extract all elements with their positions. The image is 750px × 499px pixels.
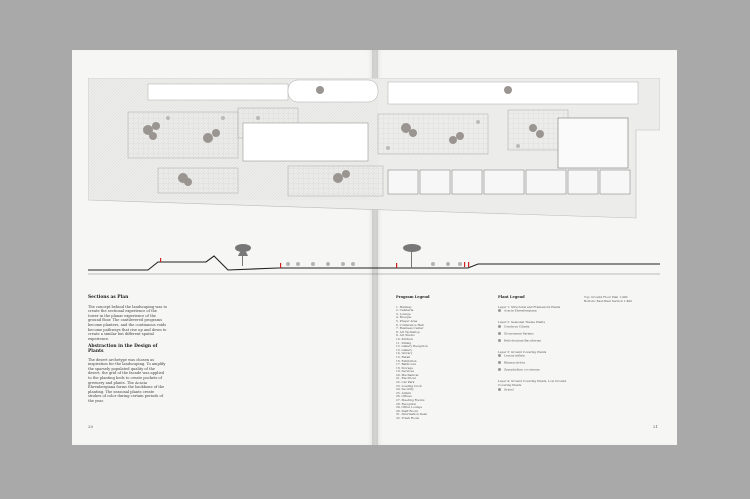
- program-list: [396, 306, 476, 421]
- left-text-column: [88, 296, 168, 403]
- program-item: 16. Exhibition: [396, 358, 417, 363]
- ground-floor-plan: [88, 78, 660, 226]
- plant-layer-title: Layer 2: Seasonal Theme Plants: [498, 320, 546, 325]
- plant-legend-item: [498, 388, 578, 395]
- program-item: 28. Reception: [396, 401, 417, 406]
- plant-symbol-icon: [498, 339, 501, 342]
- program-item: 13. Gallery: [396, 347, 413, 352]
- plant-symbol-icon: [498, 354, 501, 357]
- program-item: 26. Offices: [396, 394, 412, 399]
- plant-legend-label: Gravel: [504, 387, 514, 392]
- program-item: 5. Prayer Area: [396, 318, 418, 323]
- program-item: 18. Storage: [396, 365, 414, 370]
- east-west-section: [88, 236, 660, 286]
- program-item: 8. Art Workshop: [396, 329, 420, 334]
- program-item: 3. Lounge: [396, 311, 411, 316]
- program-item: 15. Retail: [396, 354, 411, 359]
- program-item: 24. Security: [396, 387, 414, 392]
- plant-layer-title: Layer 3: Ground Covering Plants: [498, 349, 547, 354]
- program-item: 9. Art Studio: [396, 333, 415, 338]
- program-item: 11. Dining: [396, 340, 412, 345]
- plant-layers: [498, 306, 578, 400]
- program-item: 27. Meeting Rooms: [396, 398, 425, 403]
- plant-legend-label: Rhazya stricta: [504, 360, 526, 365]
- program-item: 20. Mechanical: [396, 372, 419, 377]
- plan-drawing: [88, 78, 660, 226]
- plant-legend-label: Leucas inflata: [504, 353, 525, 358]
- left-page-number: 20: [88, 424, 94, 429]
- plant-symbol-icon: [498, 325, 501, 328]
- plant-layer-title: Layer 4: Ground Covering Plants, Low Ground Covering Plants: [498, 379, 567, 387]
- program-item: 32. Trash Room: [396, 416, 420, 420]
- plant-symbol-icon: [498, 388, 501, 391]
- program-item: 17. Bathroom: [396, 362, 416, 367]
- plant-symbol-icon: [498, 361, 501, 364]
- plant-legend-label: Cenchrus Ciliaris: [504, 324, 530, 329]
- program-item: 6. Conference Hall: [396, 322, 424, 327]
- program-item: 14. Library: [396, 351, 413, 356]
- section-drawing: [88, 236, 660, 286]
- program-item: 30. Staff Room: [396, 408, 418, 413]
- program-legend-title: Program Legend: [396, 295, 430, 299]
- plant-symbol-icon: [498, 368, 501, 371]
- heading-sections-as-plan: Sections as Plan: [88, 295, 129, 300]
- paragraph-sections-as-plan: The concept behind the landscaping was to create the sectional experience of the tower in the planar experience of the ground floor. The cantilevered programs become planters, and the continuous voids become pathways that rise up and down to create a similar but different spatial experience.: [88, 304, 168, 341]
- paragraph-abstraction: The desert archetype was chosen as inspiration for the landscaping. To amplify the sparsely populated quality of the desert, the grid of the facade was applied to the planting beds to create pockets of greenery and plants. The Acacia Ehrenbergiana forms the backbone of the planting. The seasonal plants create strokes of color during certain periods of the year.: [88, 357, 166, 403]
- plant-legend-item: [498, 368, 578, 375]
- program-item: 2. Cafeteria: [396, 308, 414, 313]
- plant-legend-label: Acacia Ehrenbergiana: [504, 308, 537, 313]
- program-item: 1. Hallway: [396, 304, 412, 309]
- program-item: 31. Information Desk: [396, 412, 428, 417]
- heading-abstraction: Abstraction in the Design of Plants: [88, 344, 158, 354]
- plant-legend-title: Plant Legend: [498, 295, 525, 299]
- plant-layer-title: Layer 1: Structural and Framework Plants: [498, 304, 561, 309]
- plant-legend: [498, 296, 578, 400]
- program-item: 19. Services: [396, 369, 414, 374]
- program-item: 12. Gallery Reception: [396, 344, 428, 349]
- program-item: 4. Mosque: [396, 315, 412, 320]
- program-item: 22. Car Park: [396, 380, 415, 385]
- scale-note: Top: Ground Floor Plan 1:400 Bottom: East-West Section 1:400: [584, 295, 633, 303]
- plant-legend-label: Heliotropium Bacciferum: [504, 338, 542, 343]
- program-item: 10. Kitchen: [396, 336, 413, 341]
- plant-symbol-icon: [498, 309, 501, 312]
- plant-legend-item: [498, 309, 578, 316]
- right-page-number: 21: [653, 424, 659, 429]
- plant-symbol-icon: [498, 332, 501, 335]
- program-legend: [396, 296, 476, 421]
- plant-legend-label: Glossonema Varians: [504, 331, 534, 336]
- program-item: 29. Office Lounge: [396, 405, 423, 410]
- program-item: 25. Admin: [396, 390, 411, 395]
- program-item: 23. Loading Dock: [396, 383, 422, 388]
- plant-legend-item: [498, 339, 578, 346]
- program-item: 21. Electrical: [396, 376, 416, 381]
- plant-legend-label: Zygophyllum coccineum: [504, 367, 540, 372]
- program-item: 7. Business Center: [396, 326, 424, 331]
